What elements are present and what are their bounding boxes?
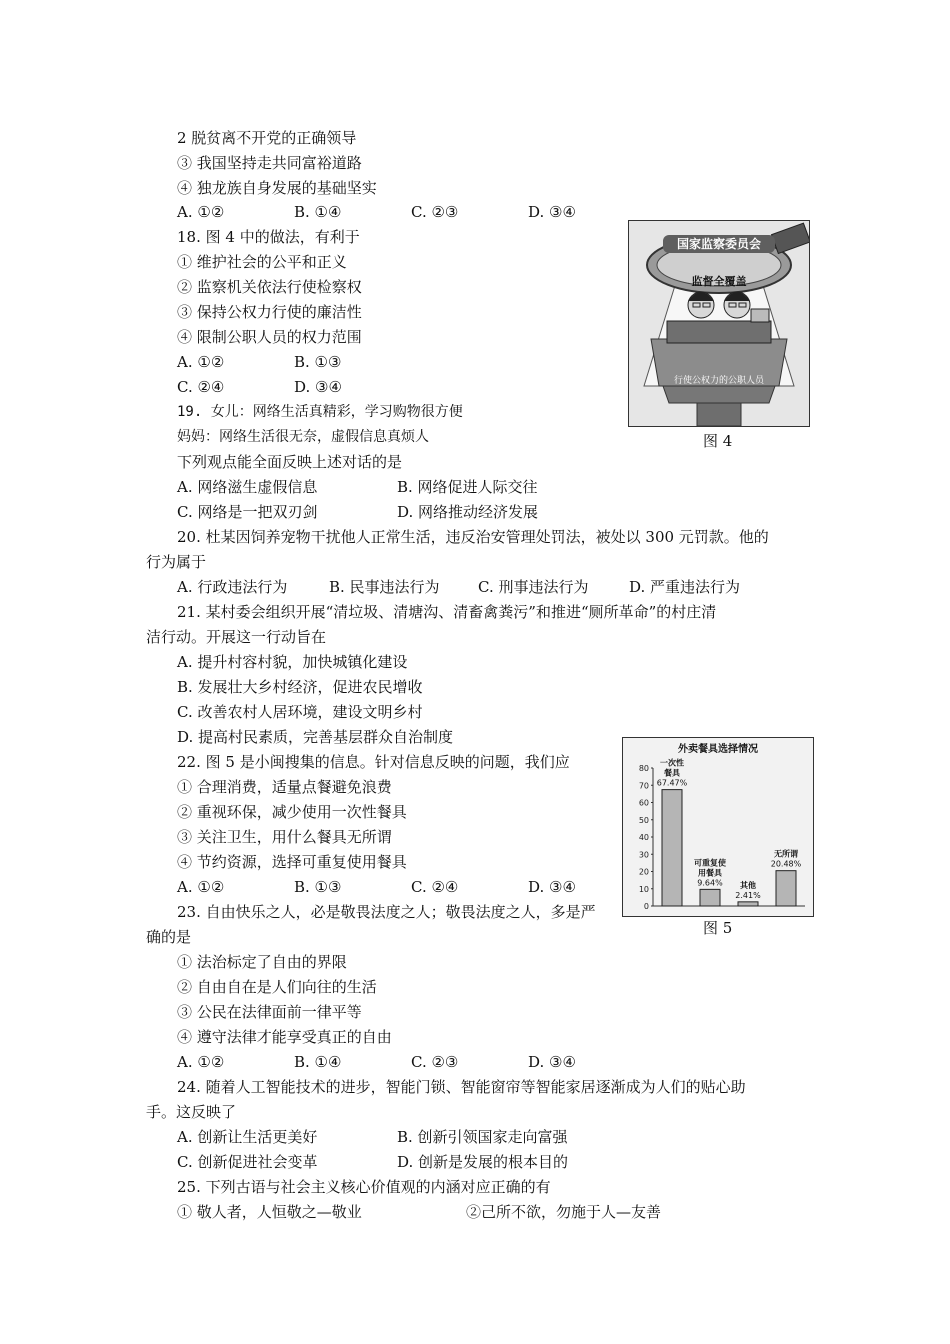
q23-option-b: B. ①④: [294, 1053, 342, 1071]
q23-option-a: A. ①②: [177, 1053, 225, 1071]
q21-stem-line-2: 洁行动。开展这一行动旨在: [146, 628, 327, 646]
figure-4-label: 监督全覆盖: [691, 275, 747, 288]
q20-option-a: A. 行政违法行为: [177, 578, 288, 596]
q18-item-3: ③ 保持公权力行使的廉洁性: [177, 303, 362, 321]
category-label: 一次性: [660, 758, 684, 768]
q22-item-3: ③ 关注卫生，用什么餐具无所谓: [177, 828, 392, 846]
q21-option-b: B. 发展壮大乡村经济，促进农民增收: [177, 678, 423, 696]
q17-item-4: ④ 独龙族自身发展的基础坚实: [177, 179, 377, 197]
q19-option-c: C. 网络是一把双刃剑: [177, 503, 318, 521]
figure-4-banner: 国家监察委员会: [663, 235, 775, 253]
y-tick-label: 60: [638, 798, 649, 808]
y-tick-label: 80: [638, 764, 649, 773]
y-tick-label: 30: [638, 850, 649, 860]
q22-option-d: D. ③④: [528, 878, 576, 896]
q22-item-2: ② 重视环保，减少使用一次性餐具: [177, 803, 407, 821]
q17-option-d: D. ③④: [528, 203, 576, 221]
q23-item-4: ④ 遵守法律才能享受真正的自由: [177, 1028, 392, 1046]
figure-4-base-text: 行使公权力的公职人员: [673, 376, 764, 386]
bar-chart: [623, 738, 813, 916]
q19-stem: 下列观点能全面反映上述对话的是: [177, 453, 403, 471]
q24-option-a: A. 创新让生活更美好: [177, 1128, 318, 1146]
q19-dialog-daughter: 19. 女儿：网络生活真精彩，学习购物很方便: [177, 404, 463, 420]
q24-option-c: C. 创新促进社会变革: [177, 1153, 318, 1171]
figure-4-cartoon: [628, 220, 810, 427]
q20-option-d: D. 严重违法行为: [629, 578, 741, 596]
data-label: 9.64%: [697, 878, 723, 888]
q22-option-a: A. ①②: [177, 878, 225, 896]
category-label: 其他: [740, 880, 756, 890]
category-label: 无所谓: [774, 849, 798, 859]
q25-item-1: ① 敬人者，人恒敬之—敬业: [177, 1203, 362, 1221]
q19-option-a: A. 网络滋生虚假信息: [177, 478, 318, 496]
q18-option-d: D. ③④: [294, 378, 342, 396]
q21-option-d: D. 提高村民素质，完善基层群众自治制度: [177, 728, 454, 746]
q21-option-c: C. 改善农村人居环境，建设文明乡村: [177, 703, 423, 721]
figure-4-caption: 图 4: [703, 432, 733, 450]
q25-stem: 25. 下列古语与社会主义核心价值观的内涵对应正确的有: [177, 1178, 551, 1196]
q19-option-d: D. 网络推动经济发展: [397, 503, 539, 521]
q25-item-2: ②己所不欲，勿施于人—友善: [466, 1203, 662, 1221]
q23-option-d: D. ③④: [528, 1053, 576, 1071]
q17-item-3: ③ 我国坚持走共同富裕道路: [177, 154, 362, 172]
y-tick-label: 40: [638, 833, 649, 842]
q19-option-b: B. 网络促进人际交往: [397, 478, 538, 496]
q20-option-b: B. 民事违法行为: [329, 578, 440, 596]
q18-option-a: A. ①②: [177, 353, 225, 371]
q24-stem-line-1: 24. 随着人工智能技术的进步，智能门锁、智能窗帘等智能家居逐渐成为人们的贴心助: [177, 1078, 746, 1096]
category-label: 用餐具: [698, 868, 722, 878]
q22-stem: 22. 图 5 是小闽搜集的信息。针对信息反映的问题，我们应: [177, 753, 570, 771]
q17-option-b: B. ①④: [294, 203, 342, 221]
data-label: 67.47%: [656, 778, 688, 788]
y-tick-label: 20: [638, 867, 649, 877]
y-tick-label: 50: [638, 815, 649, 825]
q18-item-2: ② 监察机关依法行使检察权: [177, 278, 362, 296]
y-tick-label: 10: [638, 884, 649, 894]
q24-option-d: D. 创新是发展的根本目的: [397, 1153, 569, 1171]
data-label: 2.41%: [735, 890, 761, 900]
q18-stem: 18. 图 4 中的做法，有利于: [177, 228, 360, 246]
bar: [738, 902, 758, 906]
q20-stem-line-2: 行为属于: [146, 553, 207, 571]
q23-item-1: ① 法治标定了自由的界限: [177, 953, 347, 971]
y-tick-label: 70: [638, 781, 649, 791]
q19-dialog-mother: 妈妈：网络生活很无奈，虚假信息真烦人: [177, 429, 429, 445]
q17-option-c: C. ②③: [411, 203, 459, 221]
category-label: 餐具: [664, 768, 680, 778]
q21-option-a: A. 提升村容村貌，加快城镇化建设: [177, 653, 408, 671]
q17-option-a: A. ①②: [177, 203, 225, 221]
q22-item-1: ① 合理消费，适量点餐避免浪费: [177, 778, 392, 796]
q20-stem-line-1: 20. 杜某因饲养宠物干扰他人正常生活，违反治安管理处罚法，被处以 300 元罚款。他的: [177, 528, 769, 546]
q23-stem-line-2: 确的是: [146, 928, 192, 946]
q24-stem-line-2: 手。这反映了: [146, 1103, 237, 1121]
q23-item-3: ③ 公民在法律面前一律平等: [177, 1003, 362, 1021]
q18-option-c: C. ②④: [177, 378, 225, 396]
chart-title: 外卖餐具选择情况: [678, 744, 758, 755]
figure-5-chart: [622, 737, 814, 917]
y-tick-label: 0: [643, 902, 649, 911]
q18-item-4: ④ 限制公职人员的权力范围: [177, 328, 362, 346]
q20-option-c: C. 刑事违法行为: [478, 578, 589, 596]
q22-option-c: C. ②④: [411, 878, 459, 896]
q18-item-1: ① 维护社会的公平和正义: [177, 253, 347, 271]
bar: [662, 790, 682, 906]
q23-stem-line-1: 23. 自由快乐之人，必是敬畏法度之人；敬畏法度之人，多是严: [177, 903, 596, 921]
q17-item-2: 2 脱贫离不开党的正确领导: [177, 129, 357, 147]
bar: [776, 871, 796, 906]
q18-option-b: B. ①③: [294, 353, 342, 371]
q23-option-c: C. ②③: [411, 1053, 459, 1071]
bar: [700, 889, 720, 906]
q22-option-b: B. ①③: [294, 878, 342, 896]
category-label: 可重复使: [694, 858, 726, 868]
data-label: 20.48%: [770, 859, 802, 869]
q21-stem-line-1: 21. 某村委会组织开展“清垃圾、清塘沟、清畜禽粪污”和推进“厕所革命”的村庄清: [177, 603, 717, 621]
figure-5-caption: 图 5: [703, 919, 733, 937]
q22-item-4: ④ 节约资源，选择可重复使用餐具: [177, 853, 407, 871]
q24-option-b: B. 创新引领国家走向富强: [397, 1128, 568, 1146]
q23-item-2: ② 自由自在是人们向往的生活: [177, 978, 377, 996]
